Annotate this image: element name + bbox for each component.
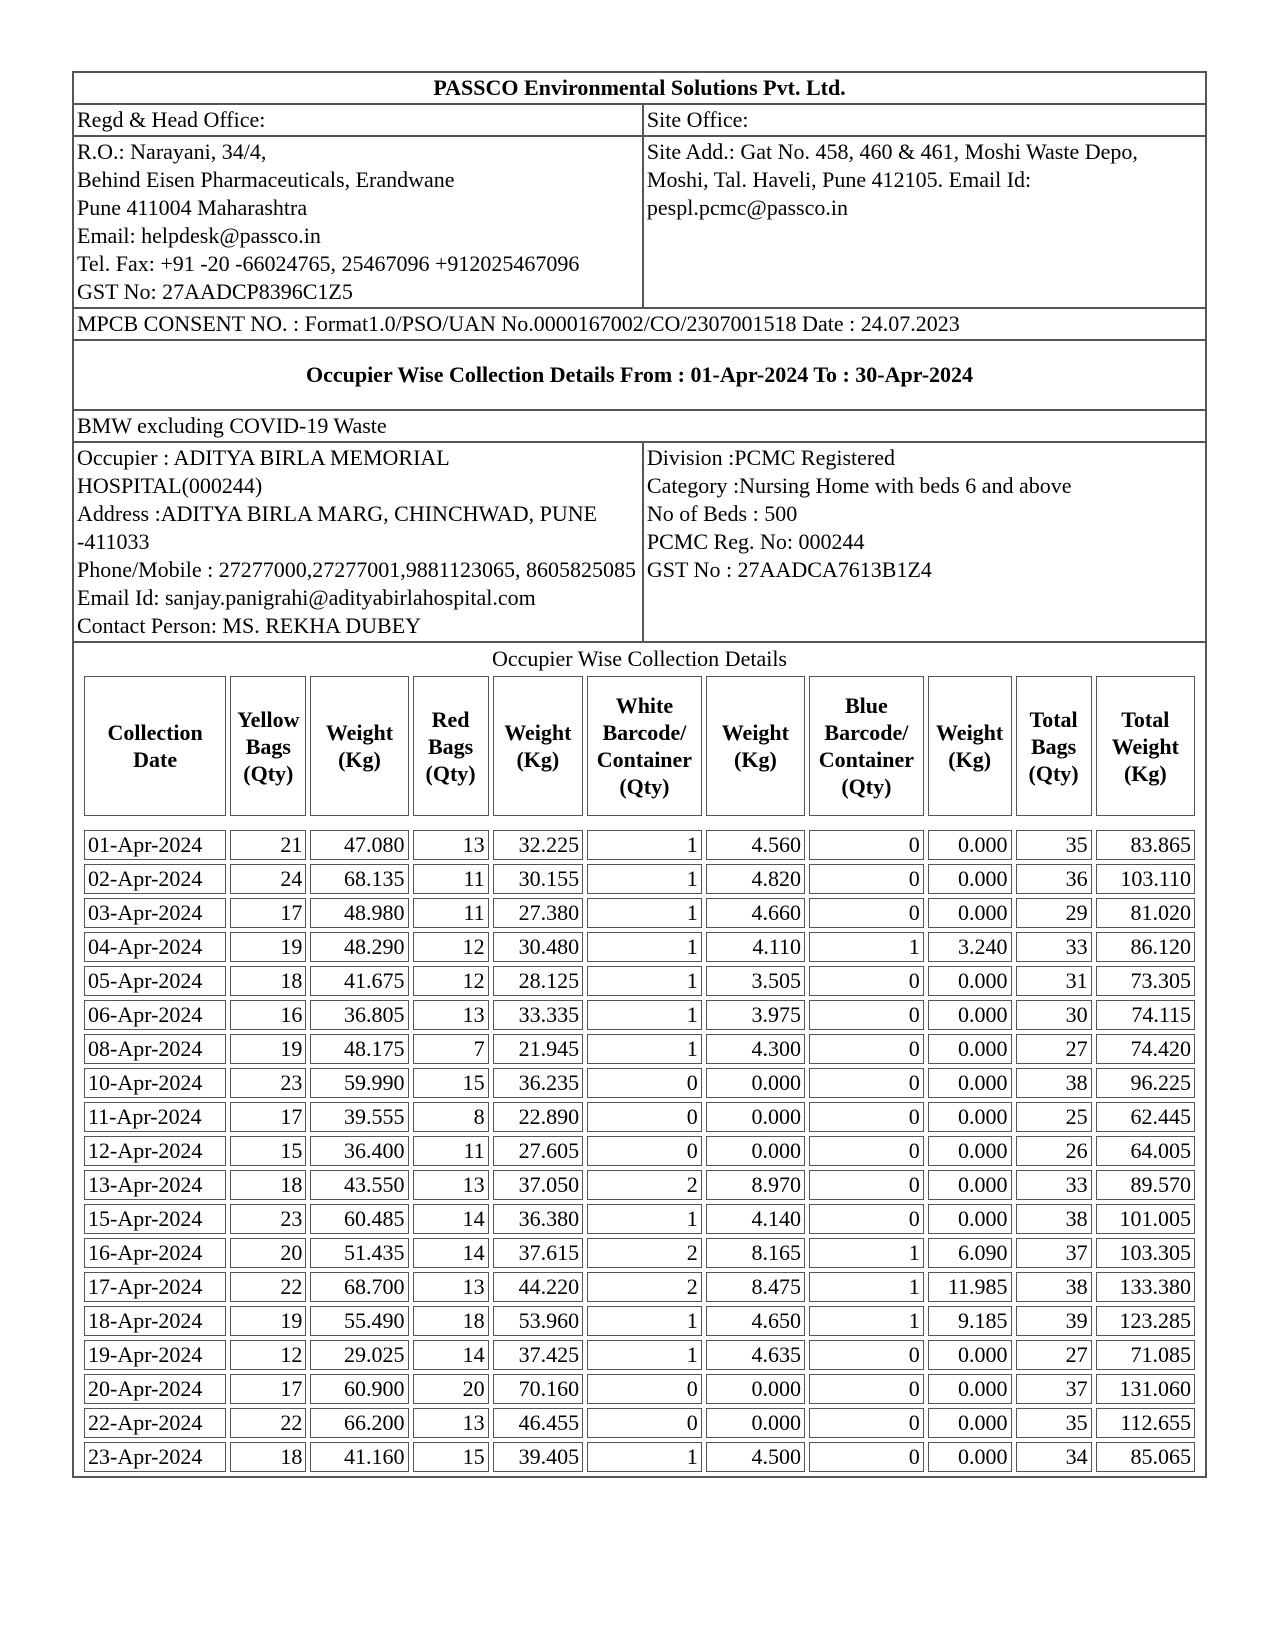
value-cell: 68.700: [310, 1272, 408, 1302]
table-row: [84, 1034, 1195, 1064]
value-cell: 14: [413, 1238, 489, 1268]
site-office-address: [643, 136, 1206, 308]
value-cell: 0: [587, 1374, 702, 1404]
table-row: [84, 1272, 1195, 1302]
value-cell: 0.000: [928, 1374, 1012, 1404]
value-cell: 38: [1016, 1204, 1092, 1234]
column-header: Weight (Kg): [706, 676, 805, 816]
value-cell: 0.000: [928, 864, 1012, 894]
value-cell: 15: [230, 1136, 306, 1166]
division: Division :PCMC Registered: [646, 445, 896, 470]
collection-date-cell: 15-Apr-2024: [84, 1204, 226, 1234]
value-cell: 8.475: [706, 1272, 805, 1302]
value-cell: 44.220: [493, 1272, 583, 1302]
value-cell: 1: [587, 1442, 702, 1472]
value-cell: 73.305: [1096, 966, 1195, 996]
value-cell: 59.990: [310, 1068, 408, 1098]
value-cell: 23: [230, 1068, 306, 1098]
column-header: Weight (Kg): [310, 676, 408, 816]
value-cell: 11: [413, 864, 489, 894]
value-cell: 4.110: [706, 932, 805, 962]
value-cell: 0: [587, 1068, 702, 1098]
value-cell: 13: [413, 830, 489, 860]
value-cell: 7: [413, 1034, 489, 1064]
value-cell: 35: [1016, 1408, 1092, 1438]
site-office-line: Moshi, Tal. Haveli, Pune 412105. Email Id: pespl.pcmc@passco.in: [646, 167, 1032, 220]
head-office-phone: Tel. Fax: +91 -20 -66024765, 25467096 +912025467096: [77, 251, 580, 276]
value-cell: 0.000: [706, 1374, 805, 1404]
collection-date-cell: 05-Apr-2024: [84, 966, 226, 996]
column-header: White Barcode/ Container (Qty): [587, 676, 702, 816]
value-cell: 11: [413, 1136, 489, 1166]
value-cell: 17: [230, 1374, 306, 1404]
value-cell: 0.000: [706, 1102, 805, 1132]
occupier-phone: Phone/Mobile : 27277000,27277001,9881123065, 8605825085: [77, 557, 636, 582]
value-cell: 15: [413, 1442, 489, 1472]
value-cell: 13: [413, 1272, 489, 1302]
collection-date-cell: 12-Apr-2024: [84, 1136, 226, 1166]
value-cell: 9.185: [928, 1306, 1012, 1336]
value-cell: 70.160: [493, 1374, 583, 1404]
collection-date-cell: 19-Apr-2024: [84, 1340, 226, 1370]
value-cell: 0.000: [928, 1034, 1012, 1064]
collection-date-cell: 22-Apr-2024: [84, 1408, 226, 1438]
value-cell: 0.000: [928, 1408, 1012, 1438]
value-cell: 36.805: [310, 1000, 408, 1030]
value-cell: 51.435: [310, 1238, 408, 1268]
collection-date-cell: 06-Apr-2024: [84, 1000, 226, 1030]
value-cell: 2: [587, 1170, 702, 1200]
occupier-details: [73, 442, 643, 642]
value-cell: 13: [413, 1170, 489, 1200]
value-cell: 46.455: [493, 1408, 583, 1438]
value-cell: 12: [413, 966, 489, 996]
value-cell: 30.155: [493, 864, 583, 894]
value-cell: 37: [1016, 1238, 1092, 1268]
value-cell: 1: [809, 1238, 924, 1268]
collection-report: [72, 71, 1207, 1478]
value-cell: 0.000: [928, 1000, 1012, 1030]
value-cell: 33: [1016, 1170, 1092, 1200]
mpcb-consent: MPCB CONSENT NO. : Format1.0/PSO/UAN No.0000167002/CO/2307001518 Date : 24.07.2023: [73, 308, 1206, 340]
value-cell: 0.000: [928, 1170, 1012, 1200]
column-header: Yellow Bags (Qty): [230, 676, 306, 816]
value-cell: 1: [587, 932, 702, 962]
value-cell: 12: [413, 932, 489, 962]
value-cell: 37.050: [493, 1170, 583, 1200]
table-row: [84, 1374, 1195, 1404]
column-header: Total Weight (Kg): [1096, 676, 1195, 816]
value-cell: 0: [809, 830, 924, 860]
collection-date-cell: 08-Apr-2024: [84, 1034, 226, 1064]
value-cell: 36.235: [493, 1068, 583, 1098]
table-row: [84, 1306, 1195, 1336]
value-cell: 0.000: [928, 1204, 1012, 1234]
value-cell: 20: [230, 1238, 306, 1268]
value-cell: 103.110: [1096, 864, 1195, 894]
pcmc-reg-no: PCMC Reg. No: 000244: [646, 529, 865, 554]
value-cell: 0.000: [928, 1442, 1012, 1472]
table-row: [84, 1408, 1195, 1438]
site-office-heading: Site Office:: [643, 104, 1206, 136]
value-cell: 0: [809, 864, 924, 894]
value-cell: 4.660: [706, 898, 805, 928]
head-office-line: Behind Eisen Pharmaceuticals, Erandwane: [77, 167, 455, 192]
value-cell: 66.200: [310, 1408, 408, 1438]
value-cell: 0: [809, 1136, 924, 1166]
value-cell: 29.025: [310, 1340, 408, 1370]
value-cell: 74.115: [1096, 1000, 1195, 1030]
collection-date-cell: 17-Apr-2024: [84, 1272, 226, 1302]
value-cell: 4.560: [706, 830, 805, 860]
value-cell: 1: [809, 1272, 924, 1302]
value-cell: 6.090: [928, 1238, 1012, 1268]
table-row: [84, 1442, 1195, 1472]
value-cell: 4.300: [706, 1034, 805, 1064]
value-cell: 23: [230, 1204, 306, 1234]
value-cell: 71.085: [1096, 1340, 1195, 1370]
value-cell: 17: [230, 1102, 306, 1132]
value-cell: 1: [587, 830, 702, 860]
occupier-address: Address :ADITYA BIRLA MARG, CHINCHWAD, PUNE -411033: [77, 501, 598, 554]
collection-date-cell: 10-Apr-2024: [84, 1068, 226, 1098]
collection-date-cell: 04-Apr-2024: [84, 932, 226, 962]
value-cell: 62.445: [1096, 1102, 1195, 1132]
occupier-email: Email Id: sanjay.panigrahi@adityabirlahospital.com: [77, 585, 536, 610]
table-row: [84, 830, 1195, 860]
value-cell: 27: [1016, 1340, 1092, 1370]
value-cell: 36.380: [493, 1204, 583, 1234]
value-cell: 21.945: [493, 1034, 583, 1064]
value-cell: 0: [587, 1408, 702, 1438]
table-row: [84, 1238, 1195, 1268]
table-row: [84, 1068, 1195, 1098]
value-cell: 13: [413, 1408, 489, 1438]
value-cell: 81.020: [1096, 898, 1195, 928]
table-row: [84, 1204, 1195, 1234]
occupier-gst: GST No : 27AADCA7613B1Z4: [646, 557, 932, 582]
value-cell: 8.165: [706, 1238, 805, 1268]
value-cell: 39.555: [310, 1102, 408, 1132]
value-cell: 19: [230, 1306, 306, 1336]
value-cell: 86.120: [1096, 932, 1195, 962]
collection-table-body: [84, 820, 1195, 1472]
value-cell: 1: [587, 1000, 702, 1030]
value-cell: 74.420: [1096, 1034, 1195, 1064]
head-office-line: R.O.: Narayani, 34/4,: [77, 139, 267, 164]
collection-date-cell: 23-Apr-2024: [84, 1442, 226, 1472]
value-cell: 30: [1016, 1000, 1092, 1030]
value-cell: 103.305: [1096, 1238, 1195, 1268]
value-cell: 0.000: [928, 966, 1012, 996]
collection-date-cell: 13-Apr-2024: [84, 1170, 226, 1200]
category: Category :Nursing Home with beds 6 and above: [646, 473, 1072, 498]
value-cell: 18: [413, 1306, 489, 1336]
value-cell: 123.285: [1096, 1306, 1195, 1336]
value-cell: 35: [1016, 830, 1092, 860]
value-cell: 47.080: [310, 830, 408, 860]
value-cell: 1: [587, 898, 702, 928]
value-cell: 1: [587, 1034, 702, 1064]
value-cell: 27.380: [493, 898, 583, 928]
value-cell: 1: [587, 1306, 702, 1336]
column-header: Weight (Kg): [493, 676, 583, 816]
value-cell: 64.005: [1096, 1136, 1195, 1166]
value-cell: 19: [230, 932, 306, 962]
collection-date-cell: 01-Apr-2024: [84, 830, 226, 860]
value-cell: 0: [809, 1068, 924, 1098]
site-office-line: Site Add.: Gat No. 458, 460 & 461, Moshi Waste Depo,: [646, 139, 1138, 164]
value-cell: 0: [809, 898, 924, 928]
column-header: Weight (Kg): [928, 676, 1012, 816]
value-cell: 96.225: [1096, 1068, 1195, 1098]
column-header: Blue Barcode/ Container (Qty): [809, 676, 924, 816]
value-cell: 22: [230, 1272, 306, 1302]
value-cell: 4.820: [706, 864, 805, 894]
value-cell: 53.960: [493, 1306, 583, 1336]
value-cell: 0: [809, 1204, 924, 1234]
value-cell: 38: [1016, 1068, 1092, 1098]
value-cell: 1: [809, 932, 924, 962]
division-details: [643, 442, 1206, 642]
collection-table-header: [84, 676, 1195, 816]
value-cell: 89.570: [1096, 1170, 1195, 1200]
value-cell: 22.890: [493, 1102, 583, 1132]
value-cell: 37.615: [493, 1238, 583, 1268]
value-cell: 8: [413, 1102, 489, 1132]
table-row: [84, 1000, 1195, 1030]
table-row: [84, 1340, 1195, 1370]
value-cell: 1: [587, 1340, 702, 1370]
collection-table: [80, 672, 1199, 1476]
value-cell: 41.675: [310, 966, 408, 996]
occupier-contact: Contact Person: MS. REKHA DUBEY: [77, 613, 422, 638]
value-cell: 34: [1016, 1442, 1092, 1472]
waste-type: BMW excluding COVID-19 Waste: [73, 410, 1206, 442]
value-cell: 48.290: [310, 932, 408, 962]
value-cell: 83.865: [1096, 830, 1195, 860]
head-office-gst: GST No: 27AADCP8396C1Z5: [77, 279, 353, 304]
value-cell: 3.240: [928, 932, 1012, 962]
value-cell: 38: [1016, 1272, 1092, 1302]
value-cell: 2: [587, 1272, 702, 1302]
value-cell: 0.000: [706, 1408, 805, 1438]
value-cell: 3.975: [706, 1000, 805, 1030]
value-cell: 68.135: [310, 864, 408, 894]
collection-date-cell: 03-Apr-2024: [84, 898, 226, 928]
value-cell: 4.140: [706, 1204, 805, 1234]
value-cell: 29: [1016, 898, 1092, 928]
value-cell: 33.335: [493, 1000, 583, 1030]
value-cell: 1: [809, 1306, 924, 1336]
value-cell: 32.225: [493, 830, 583, 860]
value-cell: 4.650: [706, 1306, 805, 1336]
value-cell: 2: [587, 1238, 702, 1268]
head-office-heading: Regd & Head Office:: [73, 104, 643, 136]
value-cell: 27.605: [493, 1136, 583, 1166]
value-cell: 11: [413, 898, 489, 928]
value-cell: 12: [230, 1340, 306, 1370]
value-cell: 85.065: [1096, 1442, 1195, 1472]
value-cell: 0.000: [928, 1136, 1012, 1166]
value-cell: 0: [809, 1102, 924, 1132]
value-cell: 8.970: [706, 1170, 805, 1200]
value-cell: 43.550: [310, 1170, 408, 1200]
value-cell: 16: [230, 1000, 306, 1030]
value-cell: 0: [587, 1102, 702, 1132]
value-cell: 11.985: [928, 1272, 1012, 1302]
value-cell: 20: [413, 1374, 489, 1404]
value-cell: 60.900: [310, 1374, 408, 1404]
value-cell: 30.480: [493, 932, 583, 962]
value-cell: 48.980: [310, 898, 408, 928]
table-row: [84, 1136, 1195, 1166]
value-cell: 4.635: [706, 1340, 805, 1370]
value-cell: 28.125: [493, 966, 583, 996]
collection-date-cell: 20-Apr-2024: [84, 1374, 226, 1404]
value-cell: 33: [1016, 932, 1092, 962]
value-cell: 37: [1016, 1374, 1092, 1404]
value-cell: 18: [230, 1442, 306, 1472]
value-cell: 0: [809, 1034, 924, 1064]
value-cell: 21: [230, 830, 306, 860]
value-cell: 0.000: [928, 1102, 1012, 1132]
value-cell: 131.060: [1096, 1374, 1195, 1404]
value-cell: 101.005: [1096, 1204, 1195, 1234]
collection-date-cell: 11-Apr-2024: [84, 1102, 226, 1132]
collection-table-caption: Occupier Wise Collection Details: [491, 646, 787, 671]
value-cell: 31: [1016, 966, 1092, 996]
head-office-address: [73, 136, 643, 308]
value-cell: 15: [413, 1068, 489, 1098]
column-header: Total Bags (Qty): [1016, 676, 1092, 816]
column-header: Collection Date: [84, 676, 226, 816]
table-row: [84, 898, 1195, 928]
value-cell: 0.000: [706, 1136, 805, 1166]
head-office-line: Pune 411004 Maharashtra: [77, 195, 308, 220]
value-cell: 1: [587, 1204, 702, 1234]
value-cell: 17: [230, 898, 306, 928]
collection-date-cell: 02-Apr-2024: [84, 864, 226, 894]
value-cell: 133.380: [1096, 1272, 1195, 1302]
value-cell: 26: [1016, 1136, 1092, 1166]
table-row: [84, 1170, 1195, 1200]
value-cell: 0: [809, 1374, 924, 1404]
beds-count: No of Beds : 500: [646, 501, 798, 526]
value-cell: 41.160: [310, 1442, 408, 1472]
collection-details-section: [73, 642, 1206, 1477]
value-cell: 0: [587, 1136, 702, 1166]
value-cell: 19: [230, 1034, 306, 1064]
value-cell: 13: [413, 1000, 489, 1030]
value-cell: 4.500: [706, 1442, 805, 1472]
value-cell: 0.000: [928, 1068, 1012, 1098]
value-cell: 18: [230, 966, 306, 996]
report-period-title: Occupier Wise Collection Details From : 01-Apr-2024 To : 30-Apr-2024: [73, 340, 1206, 410]
value-cell: 39: [1016, 1306, 1092, 1336]
head-office-email: Email: helpdesk@passco.in: [77, 223, 321, 248]
value-cell: 0: [809, 1170, 924, 1200]
table-row: [84, 966, 1195, 996]
value-cell: 0.000: [928, 830, 1012, 860]
company-name: PASSCO Environmental Solutions Pvt. Ltd.: [73, 72, 1206, 104]
report-table: [72, 71, 1207, 1478]
value-cell: 1: [587, 966, 702, 996]
value-cell: 0.000: [928, 1340, 1012, 1370]
value-cell: 25: [1016, 1102, 1092, 1132]
value-cell: 39.405: [493, 1442, 583, 1472]
value-cell: 55.490: [310, 1306, 408, 1336]
value-cell: 0: [809, 1340, 924, 1370]
value-cell: 14: [413, 1204, 489, 1234]
value-cell: 0: [809, 1408, 924, 1438]
table-row: [84, 864, 1195, 894]
value-cell: 0: [809, 1442, 924, 1472]
value-cell: 24: [230, 864, 306, 894]
value-cell: 0.000: [706, 1068, 805, 1098]
value-cell: 27: [1016, 1034, 1092, 1064]
value-cell: 22: [230, 1408, 306, 1438]
occupier-name: Occupier : ADITYA BIRLA MEMORIAL HOSPITAL(000244): [77, 445, 449, 498]
value-cell: 0.000: [928, 898, 1012, 928]
value-cell: 3.505: [706, 966, 805, 996]
value-cell: 14: [413, 1340, 489, 1370]
collection-date-cell: 18-Apr-2024: [84, 1306, 226, 1336]
collection-date-cell: 16-Apr-2024: [84, 1238, 226, 1268]
value-cell: 0: [809, 1000, 924, 1030]
value-cell: 112.655: [1096, 1408, 1195, 1438]
value-cell: 48.175: [310, 1034, 408, 1064]
value-cell: 36.400: [310, 1136, 408, 1166]
value-cell: 60.485: [310, 1204, 408, 1234]
value-cell: 0: [809, 966, 924, 996]
value-cell: 1: [587, 864, 702, 894]
table-row: [84, 932, 1195, 962]
value-cell: 37.425: [493, 1340, 583, 1370]
column-header: Red Bags (Qty): [413, 676, 489, 816]
table-row: [84, 1102, 1195, 1132]
value-cell: 36: [1016, 864, 1092, 894]
value-cell: 18: [230, 1170, 306, 1200]
